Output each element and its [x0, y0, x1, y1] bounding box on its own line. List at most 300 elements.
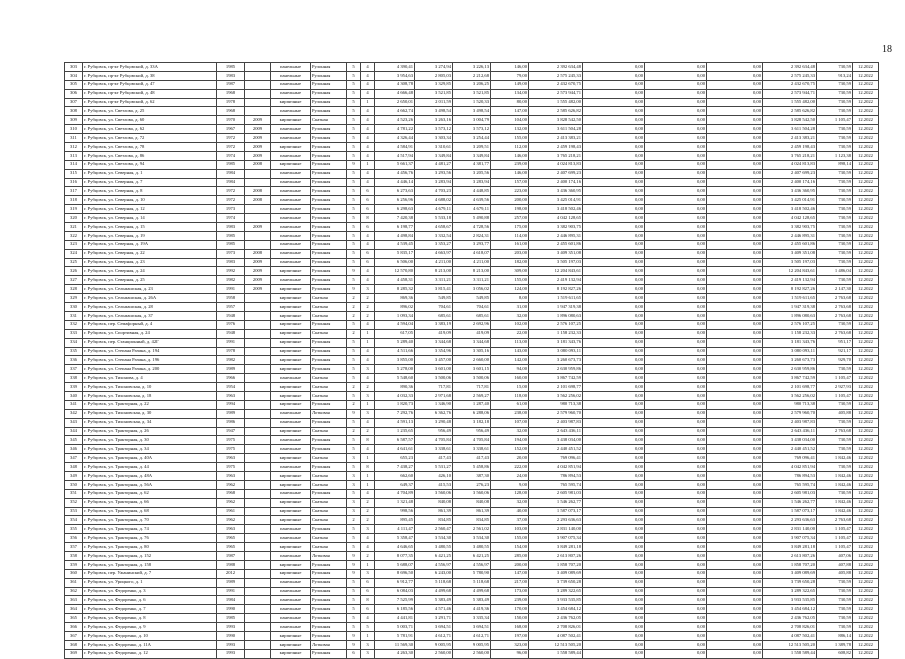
cell-area_total: 8 285,32	[375, 285, 415, 294]
cell-c3: 0,00	[707, 605, 763, 614]
table-row	[65, 276, 879, 285]
table-row	[65, 187, 879, 196]
cell-area_living: 3 457,00	[415, 356, 453, 365]
cell-c1: 0,00	[583, 205, 645, 214]
cell-cost_total: 1 555 482,00	[529, 98, 583, 107]
cell-date: 12.2022	[853, 632, 879, 641]
cell-roof: Скатная	[311, 383, 347, 392]
cell-c1: 0,00	[583, 303, 645, 312]
cell-cost_final: 3 907 075,34	[763, 534, 817, 543]
cell-area_living: 840,08	[415, 498, 453, 507]
cell-tariff: 730,59	[817, 320, 853, 329]
cell-c3: 0,00	[707, 178, 763, 187]
cell-date: 12.2022	[853, 80, 879, 89]
cell-address: г. Рубцовск, ул. Тракторная, д. 70	[83, 516, 217, 525]
cell-area_living: 3 560,06	[415, 489, 453, 498]
cell-area_total: 4 032,33	[375, 391, 415, 400]
cell-cost_final: 4 042 851,94	[763, 463, 817, 472]
cell-area_total: 5 661,37	[375, 160, 415, 169]
cell-c2: 0,00	[645, 534, 707, 543]
cell-floors: 3	[347, 471, 361, 480]
cell-year_recon	[245, 480, 271, 489]
table-row	[65, 596, 879, 605]
cell-cost_final: 3 080 093,11	[763, 347, 817, 356]
cell-residents: 24,00	[491, 471, 529, 480]
cell-address: г. Рубцовск, ул. Северная, д. 7	[83, 178, 217, 187]
cell-tariff: 730,59	[817, 596, 853, 605]
table-row	[65, 169, 879, 178]
cell-year_recon	[245, 178, 271, 187]
table-row	[65, 116, 879, 125]
cell-cost_total: 2 613 807,26	[529, 551, 583, 560]
cell-year_built: 1983	[217, 71, 245, 80]
cell-tariff: 730,59	[817, 223, 853, 232]
cell-tariff: 730,59	[817, 125, 853, 134]
cell-tariff: 730,59	[817, 258, 853, 267]
cell-residents: 155,00	[491, 276, 529, 285]
cell-c2: 0,00	[645, 489, 707, 498]
cell-tariff: 1 105,47	[817, 391, 853, 400]
cell-cost_total: 2 579 960,70	[529, 409, 583, 418]
cell-roof: Рулонная	[311, 249, 347, 258]
cell-c3: 0,00	[707, 427, 763, 436]
cell-c1: 0,00	[583, 534, 645, 543]
cell-cost_total: 3 418 502,46	[529, 205, 583, 214]
cell-area_living: 3 694,51	[415, 623, 453, 632]
cell-c2: 0,00	[645, 525, 707, 534]
cell-area_total: 6 198,77	[375, 223, 415, 232]
table-row	[65, 383, 879, 392]
cell-floors: 5	[347, 134, 361, 143]
cell-cost_total: 4 024 813,83	[529, 160, 583, 169]
cell-address: г. Рубцовск, ул. Светлова, д. 25	[83, 107, 217, 116]
cell-address: г. Рубцовск, ул. Тихонова, д. 4	[83, 374, 217, 383]
cell-year_recon	[245, 329, 271, 338]
table-row	[65, 605, 879, 614]
cell-cost_final: 4 024 813,83	[763, 160, 817, 169]
cell-date: 12.2022	[853, 311, 879, 320]
cell-c1: 0,00	[583, 649, 645, 658]
cell-no: 369	[65, 649, 83, 658]
cell-year_built: 1957	[217, 303, 245, 312]
cell-area_living: 3 338,61	[415, 445, 453, 454]
cell-c3: 0,00	[707, 365, 763, 374]
cell-cost_final: 3 765 218,21	[763, 151, 817, 160]
cell-cost_total: 2 436 762,05	[529, 614, 583, 623]
cell-entrances: 4	[361, 71, 375, 80]
cell-entrances: 4	[361, 374, 375, 383]
cell-area_total: 4 666,48	[375, 89, 415, 98]
cell-floors: 5	[347, 276, 361, 285]
cell-address: г. Рубцовск, ул. Северная, д. 24	[83, 267, 217, 276]
cell-cost_final: 3 260 673,73	[763, 356, 817, 365]
cell-roof: Рулонная	[311, 214, 347, 223]
cell-roof: Рулонная	[311, 623, 347, 632]
cell-floors: 2	[347, 329, 361, 338]
cell-cost_final: 3 438 034,00	[763, 436, 817, 445]
cell-area_living: 1 346,90	[415, 400, 453, 409]
cell-area_living_part: 2 660,00	[453, 356, 491, 365]
cell-cost_total: 1 947 319,38	[529, 303, 583, 312]
cell-floors: 2	[347, 516, 361, 525]
cell-date: 12.2022	[853, 285, 879, 294]
cell-address: г. Рубцовск, ул. Степана Разина, д. 194	[83, 347, 217, 356]
cell-year_recon	[245, 303, 271, 312]
cell-cost_total: 3 289 322,65	[529, 587, 583, 596]
cell-cost_total: 2 101 698,77	[529, 383, 583, 392]
cell-year_built: 1948	[217, 311, 245, 320]
cell-no: 320	[65, 214, 83, 223]
cell-year_built: 1984	[217, 178, 245, 187]
cell-c2: 0,00	[645, 98, 707, 107]
cell-c1: 0,00	[583, 329, 645, 338]
cell-no: 345	[65, 436, 83, 445]
cell-residents: 132,00	[491, 125, 529, 134]
cell-area_living: 3 480,55	[415, 543, 453, 552]
cell-c3: 0,00	[707, 436, 763, 445]
cell-address: г. Рубцовск, ул. Светлова, д. 78	[83, 143, 217, 152]
cell-roof: Рулонная	[311, 258, 347, 267]
cell-roof: Рулонная	[311, 98, 347, 107]
cell-c1: 0,00	[583, 311, 645, 320]
cell-tariff: 2 763,68	[817, 303, 853, 312]
cell-area_living_part: 704,61	[453, 303, 491, 312]
cell-year_built: 1993	[217, 623, 245, 632]
cell-wall: панельные	[271, 436, 311, 445]
cell-c2: 0,00	[645, 196, 707, 205]
cell-date: 12.2022	[853, 356, 879, 365]
table-row	[65, 471, 879, 480]
cell-area_living: 3 500,06	[415, 374, 453, 383]
table-row	[65, 560, 879, 569]
cell-c2: 0,00	[645, 294, 707, 303]
cell-entrances: 2	[361, 311, 375, 320]
cell-area_living_part: 3 311,21	[453, 276, 491, 285]
cell-wall: кирпичные	[271, 311, 311, 320]
cell-entrances: 1	[361, 338, 375, 347]
cell-area_living_part: 3 534,30	[453, 534, 491, 543]
cell-entrances: 4	[361, 534, 375, 543]
cell-no: 324	[65, 249, 83, 258]
cell-year_recon	[245, 365, 271, 374]
cell-tariff: 730,59	[817, 178, 853, 187]
cell-residents: 31,00	[491, 303, 529, 312]
cell-residents: 257,00	[491, 214, 529, 223]
cell-no: 328	[65, 285, 83, 294]
cell-c2: 0,00	[645, 614, 707, 623]
cell-c1: 0,00	[583, 587, 645, 596]
cell-area_total: 7 292,76	[375, 409, 415, 418]
cell-residents: 9,00	[491, 480, 529, 489]
cell-cost_final: 3 418 502,46	[763, 205, 817, 214]
cell-wall: кирпичные	[271, 471, 311, 480]
cell-tariff: 730,59	[817, 134, 853, 143]
table-row	[65, 525, 879, 534]
cell-roof: Рулонная	[311, 89, 347, 98]
cell-year_built: 1978	[217, 98, 245, 107]
cell-date: 12.2022	[853, 463, 879, 472]
cell-year_built: 1966	[217, 374, 245, 383]
table-row	[65, 143, 879, 152]
table-row	[65, 196, 879, 205]
cell-area_total: 4 704,89	[375, 489, 415, 498]
table-row	[65, 151, 879, 160]
cell-c1: 0,00	[583, 196, 645, 205]
cell-residents: 79,00	[491, 71, 529, 80]
cell-area_living_part: 4 556,97	[453, 560, 491, 569]
cell-c3: 0,00	[707, 560, 763, 569]
cell-year_built: 1989	[217, 578, 245, 587]
cell-year_recon	[245, 338, 271, 347]
cell-year_recon	[245, 400, 271, 409]
cell-tariff: 921,17	[817, 347, 853, 356]
cell-c1: 0,00	[583, 471, 645, 480]
cell-area_total: 4 584,91	[375, 143, 415, 152]
cell-floors: 5	[347, 143, 361, 152]
cell-c2: 0,00	[645, 356, 707, 365]
cell-year_recon	[245, 525, 271, 534]
cell-date: 12.2022	[853, 267, 879, 276]
table-row	[65, 365, 879, 374]
cell-roof: Рулонная	[311, 489, 347, 498]
cell-year_recon	[245, 471, 271, 480]
table-row	[65, 374, 879, 383]
cell-cost_total: 3 867 742,59	[529, 374, 583, 383]
cell-tariff: 1 842,46	[817, 480, 853, 489]
cell-date: 12.2022	[853, 391, 879, 400]
cell-c1: 0,00	[583, 480, 645, 489]
cell-no: 342	[65, 409, 83, 418]
cell-wall: панельные	[271, 596, 311, 605]
cell-date: 12.2022	[853, 249, 879, 258]
cell-cost_final: 2 403 987,83	[763, 418, 817, 427]
cell-c1: 0,00	[583, 640, 645, 649]
cell-entrances: 4	[361, 240, 375, 249]
cell-year_built: 1948	[217, 329, 245, 338]
cell-residents: 175,00	[491, 223, 529, 232]
cell-no: 340	[65, 391, 83, 400]
cell-cost_total: 2 413 383,21	[529, 134, 583, 143]
cell-residents: 149,00	[491, 80, 529, 89]
cell-c3: 0,00	[707, 125, 763, 134]
cell-residents: 114,00	[491, 231, 529, 240]
cell-cost_total: 3 933 535,85	[529, 596, 583, 605]
cell-entrances: 6	[361, 578, 375, 587]
cell-cost_total: 3 438 034,00	[529, 436, 583, 445]
cell-cost_total: 2 392 634,48	[529, 63, 583, 72]
cell-date: 12.2022	[853, 214, 879, 223]
cell-address: г. Рубцовск, ул. Тракторная, д. 68	[83, 507, 217, 516]
cell-residents: 147,00	[491, 569, 529, 578]
cell-date: 12.2022	[853, 98, 879, 107]
cell-date: 12.2022	[853, 605, 879, 614]
cell-floors: 9	[347, 160, 361, 169]
cell-wall: кирпичные	[271, 356, 311, 365]
cell-area_total: 5 781,91	[375, 632, 415, 641]
cell-wall: кирпичные	[271, 516, 311, 525]
cell-c1: 0,00	[583, 391, 645, 400]
cell-date: 12.2022	[853, 445, 879, 454]
cell-c3: 0,00	[707, 543, 763, 552]
cell-residents: 168,00	[491, 623, 529, 632]
cell-year_recon	[245, 231, 271, 240]
cell-cost_total: 3 181 343,76	[529, 338, 583, 347]
cell-year_recon	[245, 489, 271, 498]
cell-no: 318	[65, 196, 83, 205]
cell-c1: 0,00	[583, 383, 645, 392]
cell-area_living: 4 705,84	[415, 436, 453, 445]
cell-c1: 0,00	[583, 578, 645, 587]
cell-year_recon	[245, 107, 271, 116]
cell-cost_total: 3 907 075,34	[529, 534, 583, 543]
cell-date: 12.2022	[853, 649, 879, 658]
cell-c1: 0,00	[583, 160, 645, 169]
table-row	[65, 107, 879, 116]
cell-area_living: 3 283,94	[415, 178, 453, 187]
cell-year_recon	[245, 605, 271, 614]
cell-residents: 146,00	[491, 151, 529, 160]
cell-roof: Лотковая	[311, 409, 347, 418]
table-row	[65, 409, 879, 418]
cell-entrances: 2	[361, 294, 375, 303]
cell-area_living_part: 4 381,77	[453, 160, 491, 169]
cell-address: г. Рубцовск, ул. Сельмашская, д. 37	[83, 311, 217, 320]
cell-roof: Скатная	[311, 534, 347, 543]
cell-year_built: 1961	[217, 507, 245, 516]
cell-area_living: 4 679,11	[415, 205, 453, 214]
cell-entrances: 4	[361, 231, 375, 240]
cell-c1: 0,00	[583, 498, 645, 507]
table-row	[65, 587, 879, 596]
cell-address: г. Рубцовск, ул. Северная, д. 15	[83, 223, 217, 232]
cell-no: 361	[65, 578, 83, 587]
cell-area_living_part: 276,23	[453, 480, 491, 489]
cell-area_living: 717,81	[415, 383, 453, 392]
cell-year_built: 1982	[217, 356, 245, 365]
cell-c1: 0,00	[583, 454, 645, 463]
cell-year_recon	[245, 445, 271, 454]
cell-no: 343	[65, 418, 83, 427]
cell-tariff: 1 486,04	[817, 267, 853, 276]
cell-tariff: 2 927,93	[817, 383, 853, 392]
cell-floors: 5	[347, 125, 361, 134]
cell-area_living_part: 4 419,36	[453, 605, 491, 614]
cell-roof: Рулонная	[311, 196, 347, 205]
cell-year_recon	[245, 507, 271, 516]
cell-tariff: 608,82	[817, 649, 853, 658]
cell-wall: панельные	[271, 489, 311, 498]
cell-year_recon	[245, 436, 271, 445]
cell-area_total: 5 548,60	[375, 374, 415, 383]
cell-roof: Скатная	[311, 116, 347, 125]
table-row	[65, 640, 879, 649]
cell-date: 12.2022	[853, 320, 879, 329]
table-row	[65, 543, 879, 552]
cell-date: 12.2022	[853, 614, 879, 623]
cell-residents: 222,00	[491, 463, 529, 472]
cell-address: г. Рубцовск, ул. Тракторная, д. 62	[83, 489, 217, 498]
cell-wall: панельные	[271, 463, 311, 472]
cell-address: г. Рубцовск, ул. Светлова, д. 72	[83, 134, 217, 143]
cell-area_total: 4 441,81	[375, 614, 415, 623]
cell-c3: 0,00	[707, 632, 763, 641]
cell-area_living: 956,49	[415, 427, 453, 436]
cell-residents: 107,00	[491, 418, 529, 427]
cell-entrances: 4	[361, 356, 375, 365]
cell-tariff: 730,59	[817, 489, 853, 498]
cell-floors: 2	[347, 400, 361, 409]
cell-entrances: 4	[361, 543, 375, 552]
cell-no: 358	[65, 551, 83, 560]
cell-area_total: 11 569,30	[375, 640, 415, 649]
cell-cost_final: 769 096,41	[763, 454, 817, 463]
cell-year_recon: 2009	[245, 143, 271, 152]
cell-area_total: 4 517,94	[375, 151, 415, 160]
cell-residents: 124,00	[491, 285, 529, 294]
cell-area_living: 3 274,94	[415, 63, 453, 72]
table-row	[65, 240, 879, 249]
cell-area_living_part: 956,49	[453, 427, 491, 436]
cell-area_total: 8 077,35	[375, 551, 415, 560]
cell-cost_total: 3 765 218,21	[529, 151, 583, 160]
cell-roof: Рулонная	[311, 365, 347, 374]
cell-wall: кирпичные	[271, 543, 311, 552]
cell-cost_final: 2 459 198,43	[763, 143, 817, 152]
cell-area_living_part: 387,30	[453, 471, 491, 480]
cell-year_built: 1990	[217, 632, 245, 641]
cell-tariff: 730,59	[817, 276, 853, 285]
table-row	[65, 507, 879, 516]
cell-address: г. Рубцовск, ул. Тракторная, д. 30	[83, 436, 217, 445]
cell-entrances: 3	[361, 409, 375, 418]
cell-tariff: 2 147,30	[817, 285, 853, 294]
cell-area_total: 869,36	[375, 294, 415, 303]
cell-floors: 9	[347, 285, 361, 294]
cell-tariff: 730,59	[817, 578, 853, 587]
cell-year_recon	[245, 498, 271, 507]
cell-entrances: 4	[361, 107, 375, 116]
cell-tariff: 730,59	[817, 623, 853, 632]
cell-floors: 9	[347, 560, 361, 569]
cell-wall: панельные	[271, 125, 311, 134]
cell-date: 12.2022	[853, 178, 879, 187]
cell-tariff: 1 105,47	[817, 525, 853, 534]
cell-area_living: 5 118,68	[415, 578, 453, 587]
cell-address: г. Рубцовск, ул. Тихоновская, д. 30	[83, 409, 217, 418]
cell-cost_total: 4 042 128,65	[529, 214, 583, 223]
cell-entrances: 4	[361, 178, 375, 187]
cell-area_living_part: 3 283,94	[453, 178, 491, 187]
cell-year_built: 1963	[217, 471, 245, 480]
cell-c3: 0,00	[707, 249, 763, 258]
cell-c3: 0,00	[707, 285, 763, 294]
cell-entrances: 2	[361, 383, 375, 392]
cell-year_built: 1963	[217, 391, 245, 400]
cell-date: 12.2022	[853, 338, 879, 347]
cell-wall: кирпичные	[271, 98, 311, 107]
cell-year_built: 1972	[217, 196, 245, 205]
cell-c1: 0,00	[583, 240, 645, 249]
cell-floors: 5	[347, 196, 361, 205]
cell-address: г. Рубцовск, ул. Тракторная, д. 22	[83, 400, 217, 409]
cell-floors: 5	[347, 391, 361, 400]
cell-cost_final: 3 828 542,50	[763, 116, 817, 125]
cell-area_total: 3 855,00	[375, 356, 415, 365]
cell-cost_final: 2 708 826,01	[763, 623, 817, 632]
cell-residents: 40,00	[491, 507, 529, 516]
cell-year_built: 1994	[217, 400, 245, 409]
table-row	[65, 311, 879, 320]
